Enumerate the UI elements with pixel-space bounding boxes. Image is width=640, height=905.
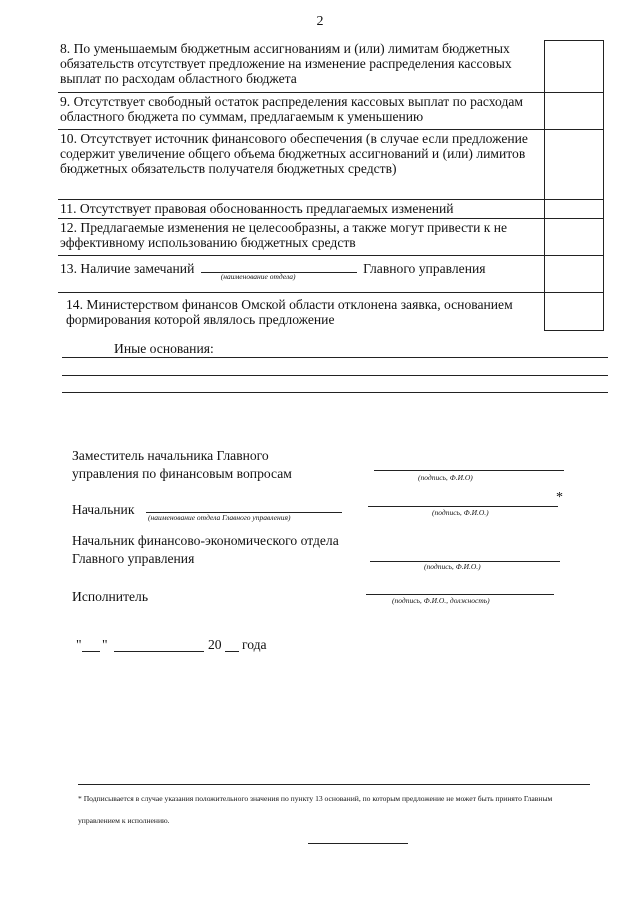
executor-signature-caption: (подпись, Ф.И.О., должность)	[392, 596, 490, 605]
ground-checkbox-9[interactable]	[544, 93, 604, 130]
ground-row-13	[58, 256, 604, 293]
date-year-suffix: года	[242, 637, 267, 652]
executor-signature-line[interactable]	[366, 594, 554, 595]
footnote-rule	[78, 784, 590, 785]
executor-title: Исполнитель	[72, 589, 149, 604]
ground-row-9	[58, 93, 604, 130]
grounds-table	[58, 40, 604, 330]
ground-text-14: 14. Министерством финансов Омской области отклонена заявка, основанием формирования которой являлось предложение	[66, 297, 513, 327]
page-number: 2	[316, 14, 324, 29]
department-name-caption: (наименование отдела)	[220, 272, 296, 281]
fin-head-title: Начальник финансово-экономического отдела Главного управления	[72, 533, 339, 566]
head-signature-line[interactable]	[368, 506, 558, 507]
fin-head-signature-caption: (подпись, Ф.И.О.)	[424, 562, 481, 571]
ground-checkbox-13[interactable]	[544, 256, 604, 293]
ground-text-8: 8. По уменьшаемым бюджетным ассигнованиям и (или) лимитам бюджетных обязательств отсутствует предложение на изменение распределения кассовых выплат по расходам областного бюджета	[60, 41, 512, 86]
ground-row-14	[58, 293, 604, 330]
head-department-caption: (наименование отдела Главного управления)	[148, 513, 291, 522]
ground-checkbox-12[interactable]	[544, 219, 604, 256]
ground-row-11	[58, 200, 604, 219]
footnote-text: * Подписывается в случае указания положительного значения по пункту 13 оснований, по которым предложение не может быть принято Главным управлением к исполнению.	[78, 794, 553, 825]
other-grounds-label: Иные основания:	[114, 341, 214, 356]
date-close-quote: "	[102, 637, 108, 652]
date-year-prefix: 20	[208, 637, 222, 652]
ground-checkbox-8[interactable]	[544, 40, 604, 93]
date-line	[76, 636, 376, 656]
other-grounds	[62, 341, 608, 357]
deputy-signature-line[interactable]	[374, 470, 564, 471]
date-day-field[interactable]	[82, 651, 100, 652]
date-open-quote: "	[76, 637, 82, 652]
other-grounds-line-2[interactable]	[62, 375, 608, 376]
ground-row-8	[58, 40, 604, 93]
deputy-signature-caption: (подпись, Ф.И.О)	[418, 473, 473, 482]
head-title: Начальник	[72, 502, 135, 517]
remarks-suffix: Главного управления	[363, 261, 486, 276]
ground-row-12	[58, 219, 604, 256]
deputy-title: Заместитель начальника Главного управления по финансовым вопросам	[72, 448, 292, 481]
remarks-prefix: 13. Наличие замечаний	[60, 261, 195, 276]
ground-row-10	[58, 130, 604, 200]
ground-text-10: 10. Отсутствует источник финансового обеспечения (в случае если предложение содержит увеличение общего объема бюджетных ассигнований и (или) лимитов бюджетных обязательств получателя бюджетных средств)	[60, 131, 528, 176]
ground-text-11: 11. Отсутствует правовая обоснованность предлагаемых изменений	[60, 201, 454, 216]
ground-checkbox-10[interactable]	[544, 130, 604, 200]
page-end-rule	[308, 843, 408, 844]
date-month-field[interactable]	[114, 651, 204, 652]
ground-checkbox-11[interactable]	[544, 200, 604, 219]
ground-text-12: 12. Предлагаемые изменения не целесообразны, а также могут привести к не эффективному использованию бюджетных средств	[60, 220, 508, 250]
ground-checkbox-14[interactable]	[544, 293, 604, 331]
other-grounds-line-3[interactable]	[62, 392, 608, 393]
department-name-field[interactable]	[201, 260, 357, 281]
date-year-field[interactable]	[225, 651, 239, 652]
footnote-mark: *	[556, 490, 563, 505]
ground-text-13	[58, 256, 542, 281]
ground-text-9: 9. Отсутствует свободный остаток распределения кассовых выплат по расходам областного бюджета по суммам, предлагаемым к уменьшению	[60, 94, 524, 124]
head-signature-caption: (подпись, Ф.И.О.)	[432, 508, 489, 517]
